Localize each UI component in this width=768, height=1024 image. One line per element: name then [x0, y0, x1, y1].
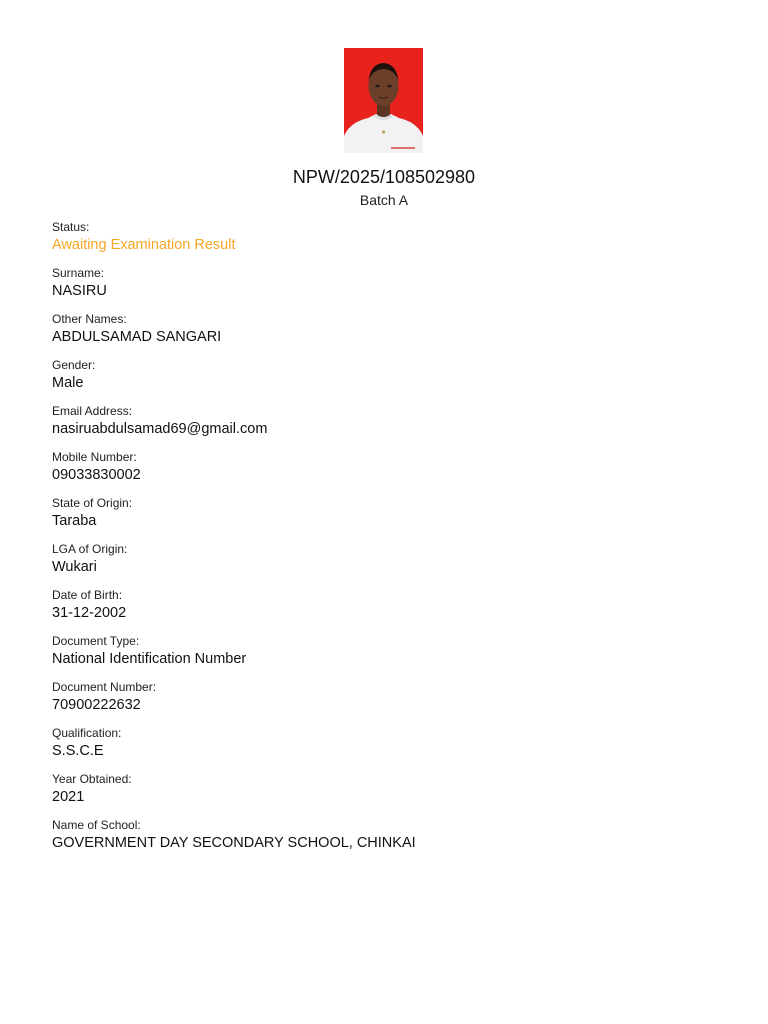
state-of-origin-field	[52, 494, 732, 540]
document-number-field	[52, 678, 732, 724]
document-type-field	[52, 632, 732, 678]
batch-label: Batch A	[359, 192, 409, 208]
field-label: LGA of Origin:	[52, 542, 128, 556]
status-field	[52, 218, 732, 264]
field-value: 31-12-2002	[52, 605, 127, 621]
email-field	[52, 402, 732, 448]
field-value: GOVERNMENT DAY SECONDARY SCHOOL, CHINKAI	[52, 835, 416, 851]
field-value: 09033830002	[52, 467, 141, 483]
field-label: Date of Birth:	[52, 588, 123, 602]
lga-of-origin-field	[52, 540, 732, 586]
passport-photo	[344, 48, 423, 153]
field-value: Taraba	[52, 513, 97, 529]
field-value: 70900222632	[52, 697, 141, 713]
field-value: National Identification Number	[52, 651, 247, 667]
field-label: State of Origin:	[52, 496, 133, 510]
field-label: Document Number:	[52, 680, 157, 694]
field-label: Email Address:	[52, 404, 133, 418]
field-value: S.S.C.E	[52, 743, 104, 759]
surname-field	[52, 264, 732, 310]
date-of-birth-field	[52, 586, 732, 632]
mobile-field	[52, 448, 732, 494]
field-value: nasiruabdulsamad69@gmail.com	[52, 421, 268, 437]
field-label: Document Type:	[52, 634, 140, 648]
gender-field	[52, 356, 732, 402]
field-label: Year Obtained:	[52, 772, 132, 786]
field-label: Qualification:	[52, 726, 122, 740]
field-label: Name of School:	[52, 818, 141, 832]
field-label: Surname:	[52, 266, 105, 280]
status-value: Awaiting Examination Result	[52, 237, 236, 253]
applicant-details	[52, 218, 732, 862]
field-label: Gender:	[52, 358, 96, 372]
qualification-field	[52, 724, 732, 770]
school-name-field	[52, 816, 732, 862]
field-value: ABDULSAMAD SANGARI	[52, 329, 222, 345]
other-names-field	[52, 310, 732, 356]
field-label: Mobile Number:	[52, 450, 137, 464]
field-value: Male	[52, 375, 84, 391]
field-value: NASIRU	[52, 283, 107, 299]
registration-number: NPW/2025/108502980	[292, 167, 476, 187]
year-obtained-field	[52, 770, 732, 816]
field-label: Other Names:	[52, 312, 127, 326]
field-value: 2021	[52, 789, 85, 805]
field-value: Wukari	[52, 559, 97, 575]
field-label: Status:	[52, 220, 90, 234]
